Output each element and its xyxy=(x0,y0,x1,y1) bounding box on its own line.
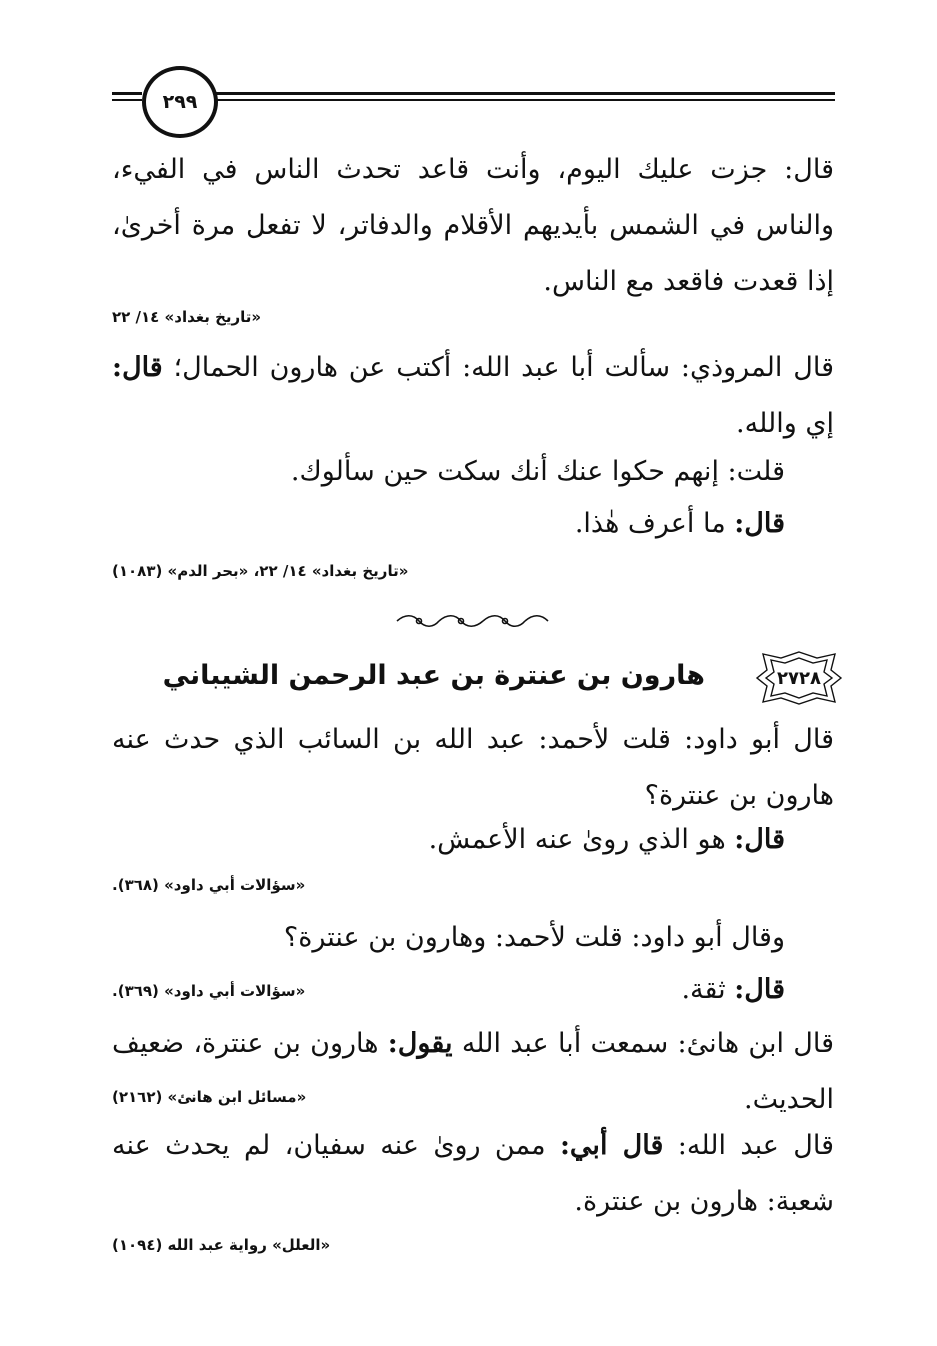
paragraph-text: ما أعرف هٰذا. xyxy=(574,508,726,539)
paragraph-text: ثقة. xyxy=(681,974,726,1005)
paragraph: قلت: إنهم حكوا عنك أنك سكت حين سألوك. xyxy=(290,456,785,487)
header-rule xyxy=(210,99,835,101)
paragraph-text: هارون بن عنترة، ضعيف الحديث. xyxy=(112,1028,834,1115)
paragraph-text: ممن روىٰ عنه سفيان، لم يحدث عنه شعبة: هارون بن عنترة. xyxy=(112,1130,834,1217)
source-citation: «تاريخ بغداد» ١٤/ ٢٢ xyxy=(112,308,262,326)
ornament-divider xyxy=(395,612,550,630)
source-citation: «العلل» رواية عبد الله (١٠٩٤) xyxy=(112,1236,331,1254)
bold-term: يقول: xyxy=(387,1028,453,1059)
source-citation: «مسائل ابن هانئ» (٢١٦٢) xyxy=(112,1088,307,1106)
paragraph-text: قال ابن هانئ: سمعت أبا عبد الله xyxy=(461,1028,834,1059)
paragraph-text: هو الذي روىٰ عنه الأعمش. xyxy=(428,824,726,855)
paragraph xyxy=(112,1118,834,1230)
paragraph xyxy=(112,340,834,452)
paragraph-text: قال المروذي: سألت أبا عبد الله: أكتب عن هارون الحمال؛ xyxy=(173,352,834,383)
paragraph-text: إي والله. xyxy=(736,408,834,439)
paragraph: قال أبو داود: قلت لأحمد: عبد الله بن السائب الذي حدث عنه هارون بن عنترة؟ xyxy=(112,724,834,811)
source-citation: «سؤالات أبي داود» (٣٦٩). xyxy=(112,982,306,1000)
paragraph-text: قال عبد الله: xyxy=(677,1130,834,1161)
bold-term: قال أبي: xyxy=(559,1130,664,1161)
entry-title: هارون بن عنترة بن عبد الرحمن الشيباني xyxy=(162,660,705,691)
bold-term: قال: xyxy=(112,352,163,383)
paragraph xyxy=(112,1016,834,1128)
source-citation: «سؤالات أبي داود» (٣٦٨). xyxy=(112,876,306,894)
bold-term: قال: xyxy=(734,974,785,1005)
header-rule xyxy=(112,92,142,95)
paragraph: قال: جزت عليك اليوم، وأنت قاعد تحدث الناس في الفيء، والناس في الشمس بأيديهم الأقلام والدفاتر، لا تفعل مرة أخرىٰ، إذا قعدت فاقعد مع الناس. xyxy=(112,154,834,297)
source-citation: «تاريخ بغداد» ١٤/ ٢٢، «بحر الدم» (١٠٨٣) xyxy=(112,562,409,580)
paragraph: وقال أبو داود: قلت لأحمد: وهارون بن عنترة؟ xyxy=(283,922,785,953)
header-rule xyxy=(112,99,142,101)
paragraph xyxy=(429,820,785,860)
entry-number: ٢٧٢٨ xyxy=(777,667,821,689)
paragraph xyxy=(681,970,785,1010)
bold-term: قال: xyxy=(734,824,785,855)
bold-term: قال: xyxy=(734,508,785,539)
header-rule xyxy=(210,92,835,95)
page-number: ٢٩٩ xyxy=(142,66,218,138)
paragraph xyxy=(575,504,785,544)
